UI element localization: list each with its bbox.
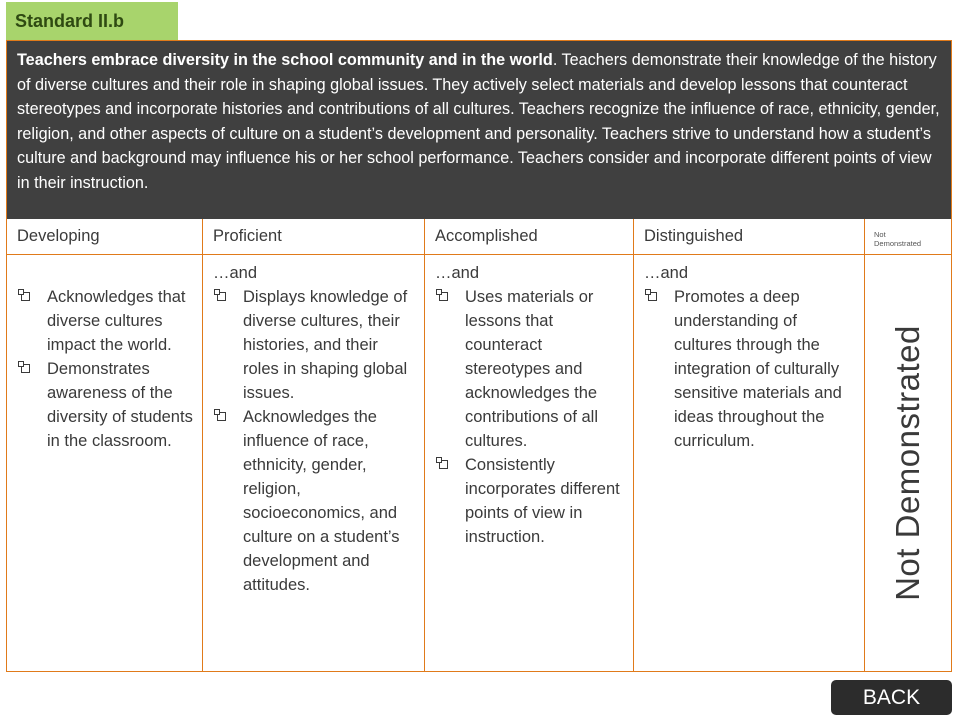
item-text: Demonstrates awareness of the diversity of students in the classroom. [47,360,193,450]
description-body: . Teachers demonstrate their knowledge of the history of diverse cultures and their role in shaping global issues. They actively select materials and develop lessons that counteract stereotypes and incorporate histories and contributions of all cultures. Teachers recognize the influence of race, ethnicity, gender, religion, and other aspects of culture on a student’s development and personality. Teachers strive to understand how a student’s culture and background may influence his or her school performance. Teachers consider and incorporate different points of view in their instruction. [17,51,940,192]
checkbox-bullet-icon [21,364,30,373]
back-button[interactable]: BACK [831,680,952,715]
checkbox-bullet-icon [439,460,448,469]
description-lead: Teachers embrace diversity in the school community and in the world [17,51,553,69]
header-proficient: Proficient [203,219,424,255]
list-item [425,285,633,453]
column-distinguished [634,255,864,671]
item-text: Promotes a deep understanding of cultures through the integration of culturally sensitive materials and ideas throughout the curriculum. [674,288,842,450]
not-demonstrated-cell[interactable] [865,255,951,671]
list-item [7,357,202,453]
list-item [634,285,864,453]
checkbox-bullet-icon [21,292,30,301]
and-label: …and [644,264,689,282]
checkbox-bullet-icon [439,292,448,301]
header-accomplished: Accomplished [425,219,633,255]
column-proficient [203,255,424,671]
list-item [7,285,202,357]
column-accomplished [425,255,633,671]
rubric-table [6,40,952,672]
list-item [203,405,424,597]
checkbox-bullet-icon [217,412,226,421]
item-text: Displays knowledge of diverse cultures, their histories, and their roles in shaping global issues. [243,288,408,402]
item-text: Acknowledges that diverse cultures impact the world. [47,288,186,354]
and-label: …and [435,264,480,282]
standard-title: Standard II.b [6,2,178,40]
standard-description [7,41,951,219]
item-text: Uses materials or lessons that counteract stereotypes and acknowledges the contributions of all cultures. [465,288,598,450]
checkbox-bullet-icon [217,292,226,301]
checkbox-bullet-icon [648,292,657,301]
item-text: Consistently incorporates different points of view in instruction. [465,456,620,546]
list-item [203,285,424,405]
list-item [425,453,633,549]
header-developing: Developing [7,219,202,255]
item-text: Acknowledges the influence of race, ethnicity, gender, religion, socioeconomics, and culture on a student’s development and attitudes. [243,408,400,594]
column-developing [7,255,202,671]
header-not-demonstrated: Not Demonstrated [865,219,951,255]
header-distinguished: Distinguished [634,219,864,255]
and-label: …and [213,264,258,282]
not-demonstrated-label: Not Demonstrated [889,325,927,601]
